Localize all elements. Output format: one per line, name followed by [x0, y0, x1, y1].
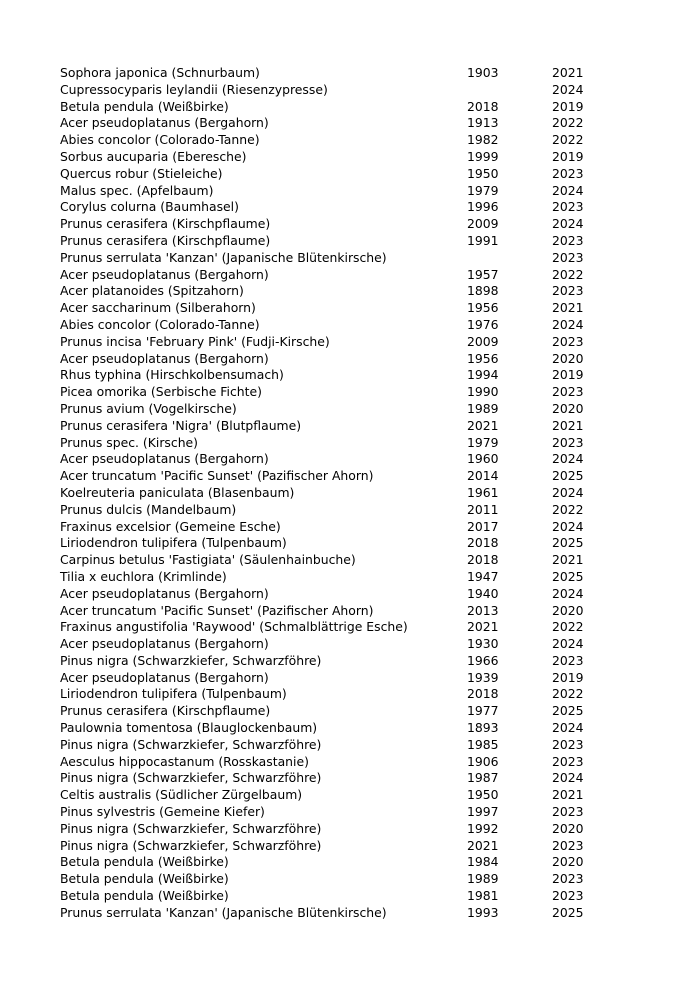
planted-year-cell: 1979	[467, 434, 499, 450]
planted-year-cell: 1992	[467, 820, 499, 836]
tree-name-cell: Acer pseudoplatanus (Bergahorn)	[60, 451, 269, 467]
tree-name-cell: Acer pseudoplatanus (Bergahorn)	[60, 266, 269, 282]
tree-name-cell: Acer pseudoplatanus (Bergahorn)	[60, 585, 269, 601]
planted-year-cell: 1940	[467, 585, 499, 601]
table-row	[60, 132, 600, 149]
planted-year-cell: 1961	[467, 484, 499, 500]
table-row	[60, 451, 600, 468]
table-row	[60, 720, 600, 737]
table-row	[60, 267, 600, 284]
planted-year-cell: 1947	[467, 568, 499, 584]
tree-name-cell: Betula pendula (Weißbirke)	[60, 888, 229, 904]
table-row	[60, 770, 600, 787]
tree-name-cell: Acer pseudoplatanus (Bergahorn)	[60, 350, 269, 366]
tree-name-cell: Prunus cerasifera (Kirschpflaume)	[60, 703, 271, 719]
planted-year-cell: 2014	[467, 468, 499, 484]
record-year-cell: 2023	[552, 384, 584, 400]
tree-name-cell: Paulownia tomentosa (Blauglockenbaum)	[60, 720, 318, 736]
table-row	[60, 283, 600, 300]
table-row	[60, 384, 600, 401]
table-row	[60, 99, 600, 116]
planted-year-cell: 2018	[467, 552, 499, 568]
tree-name-cell: Acer truncatum 'Pacific Sunset' (Pazifischer Ahorn)	[60, 602, 374, 618]
planted-year-cell: 1996	[467, 199, 499, 215]
record-year-cell: 2022	[552, 501, 584, 517]
planted-year-cell: 1982	[467, 132, 499, 148]
table-row	[60, 737, 600, 754]
record-year-cell: 2023	[552, 232, 584, 248]
record-year-cell: 2024	[552, 770, 584, 786]
record-year-cell: 2024	[552, 636, 584, 652]
record-year-cell: 2021	[552, 300, 584, 316]
tree-name-cell: Acer truncatum 'Pacific Sunset' (Pazifischer Ahorn)	[60, 468, 374, 484]
planted-year-cell: 2009	[467, 216, 499, 232]
planted-year-cell: 1956	[467, 300, 499, 316]
tree-name-cell: Cupressocyparis leylandii (Riesenzypresse)	[60, 81, 328, 97]
tree-name-cell: Prunus cerasifera (Kirschpflaume)	[60, 232, 271, 248]
record-year-cell: 2023	[552, 333, 584, 349]
record-year-cell: 2019	[552, 367, 584, 383]
record-year-cell: 2023	[552, 804, 584, 820]
tree-list-table	[60, 65, 600, 922]
planted-year-cell: 1950	[467, 787, 499, 803]
planted-year-cell: 1997	[467, 804, 499, 820]
tree-name-cell: Fraxinus angustifolia 'Raywood' (Schmalblättrige Esche)	[60, 619, 408, 635]
table-row	[60, 149, 600, 166]
tree-name-cell: Sophora japonica (Schnurbaum)	[60, 65, 260, 80]
planted-year-cell: 1898	[467, 283, 499, 299]
tree-name-cell: Acer pseudoplatanus (Bergahorn)	[60, 636, 269, 652]
tree-name-cell: Rhus typhina (Hirschkolbensumach)	[60, 367, 284, 383]
tree-list-body	[60, 65, 600, 922]
planted-year-cell: 1991	[467, 232, 499, 248]
record-year-cell: 2025	[552, 904, 584, 920]
record-year-cell: 2023	[552, 199, 584, 215]
planted-year-cell: 1989	[467, 871, 499, 887]
tree-name-cell: Tilia x euchlora (Krimlinde)	[60, 568, 227, 584]
table-row	[60, 636, 600, 653]
planted-year-cell: 1893	[467, 720, 499, 736]
planted-year-cell	[467, 82, 552, 99]
record-year-cell: 2025	[552, 468, 584, 484]
planted-year-cell: 1994	[467, 367, 499, 383]
tree-name-cell: Malus spec. (Apfelbaum)	[60, 182, 214, 198]
tree-name-cell: Prunus serrulata 'Kanzan' (Japanische Blütenkirsche)	[60, 249, 387, 265]
record-year-cell: 2020	[552, 400, 584, 416]
table-row	[60, 754, 600, 771]
tree-name-cell: Pinus sylvestris (Gemeine Kiefer)	[60, 804, 265, 820]
table-row	[60, 619, 600, 636]
tree-name-cell: Acer pseudoplatanus (Bergahorn)	[60, 115, 269, 131]
record-year-cell: 2019	[552, 98, 584, 114]
record-year-cell: 2024	[552, 451, 584, 467]
planted-year-cell: 2018	[467, 686, 499, 702]
record-year-cell: 2021	[552, 552, 584, 568]
table-row	[60, 603, 600, 620]
planted-year-cell: 1987	[467, 770, 499, 786]
record-year-cell: 2023	[552, 434, 584, 450]
planted-year-cell: 2021	[467, 837, 499, 853]
tree-name-cell: Celtis australis (Südlicher Zürgelbaum)	[60, 787, 303, 803]
planted-year-cell: 1985	[467, 736, 499, 752]
record-year-cell: 2020	[552, 602, 584, 618]
tree-name-cell: Abies concolor (Colorado-Tanne)	[60, 132, 260, 148]
planted-year-cell: 1993	[467, 904, 499, 920]
table-row	[60, 686, 600, 703]
record-year-cell: 2023	[552, 736, 584, 752]
planted-year-cell: 1984	[467, 854, 499, 870]
record-year-cell: 2021	[552, 417, 584, 433]
planted-year-cell: 2021	[467, 619, 499, 635]
record-year-cell: 2023	[552, 165, 584, 181]
record-year-cell: 2023	[552, 753, 584, 769]
table-row	[60, 82, 600, 99]
table-row	[60, 821, 600, 838]
planted-year-cell: 2017	[467, 518, 499, 534]
record-year-cell: 2024	[552, 81, 584, 97]
planted-year-cell: 1906	[467, 753, 499, 769]
tree-name-cell: Carpinus betulus 'Fastigiata' (Säulenhainbuche)	[60, 552, 356, 568]
tree-name-cell: Pinus nigra (Schwarzkiefer, Schwarzföhre)	[60, 770, 322, 786]
record-year-cell: 2019	[552, 669, 584, 685]
table-row	[60, 250, 600, 267]
planted-year-cell: 1939	[467, 669, 499, 685]
tree-name-cell: Prunus serrulata 'Kanzan' (Japanische Blütenkirsche)	[60, 904, 387, 920]
planted-year-cell: 1913	[467, 115, 499, 131]
tree-name-cell: Pinus nigra (Schwarzkiefer, Schwarzföhre)	[60, 820, 322, 836]
planted-year-cell: 2009	[467, 333, 499, 349]
table-row	[60, 401, 600, 418]
table-row	[60, 485, 600, 502]
planted-year-cell: 2013	[467, 602, 499, 618]
planted-year-cell: 1977	[467, 703, 499, 719]
tree-name-cell: Prunus avium (Vogelkirsche)	[60, 400, 237, 416]
table-row	[60, 854, 600, 871]
table-row	[60, 535, 600, 552]
planted-year-cell: 1999	[467, 148, 499, 164]
table-row	[60, 468, 600, 485]
planted-year-cell: 1957	[467, 266, 499, 282]
planted-year-cell: 1981	[467, 888, 499, 904]
tree-name-cell: Acer saccharinum (Silberahorn)	[60, 300, 256, 316]
table-row	[60, 351, 600, 368]
tree-name-cell: Pinus nigra (Schwarzkiefer, Schwarzföhre)	[60, 837, 322, 853]
record-year-cell: 2025	[552, 535, 584, 551]
tree-name-cell: Betula pendula (Weißbirke)	[60, 98, 229, 114]
tree-name-cell: Betula pendula (Weißbirke)	[60, 854, 229, 870]
record-year-cell: 2023	[552, 652, 584, 668]
table-row	[60, 703, 600, 720]
tree-name-cell: Acer platanoides (Spitzahorn)	[60, 283, 244, 299]
record-year-cell: 2022	[552, 115, 584, 131]
table-row	[60, 569, 600, 586]
table-row	[60, 888, 600, 905]
table-row	[60, 787, 600, 804]
tree-name-cell: Prunus dulcis (Mandelbaum)	[60, 501, 237, 517]
tree-name-cell: Prunus cerasifera 'Nigra' (Blutpflaume)	[60, 417, 302, 433]
table-row	[60, 905, 600, 922]
table-row	[60, 199, 600, 216]
tree-name-cell: Prunus cerasifera (Kirschpflaume)	[60, 216, 271, 232]
planted-year-cell: 2011	[467, 501, 499, 517]
tree-name-cell: Koelreuteria paniculata (Blasenbaum)	[60, 484, 295, 500]
table-row	[60, 838, 600, 855]
record-year-cell: 2021	[552, 65, 584, 80]
table-row	[60, 552, 600, 569]
table-row	[60, 115, 600, 132]
record-year-cell: 2020	[552, 820, 584, 836]
record-year-cell: 2024	[552, 316, 584, 332]
table-row	[60, 502, 600, 519]
tree-name-cell: Fraxinus excelsior (Gemeine Esche)	[60, 518, 281, 534]
tree-name-cell: Sorbus aucuparia (Eberesche)	[60, 148, 247, 164]
tree-name-cell: Liriodendron tulipifera (Tulpenbaum)	[60, 535, 287, 551]
tree-name-cell: Picea omorika (Serbische Fichte)	[60, 384, 262, 400]
table-row	[60, 65, 600, 82]
record-year-cell: 2024	[552, 484, 584, 500]
table-row	[60, 653, 600, 670]
planted-year-cell: 1979	[467, 182, 499, 198]
record-year-cell: 2023	[552, 871, 584, 887]
planted-year-cell: 2021	[467, 417, 499, 433]
planted-year-cell: 1903	[467, 65, 499, 80]
record-year-cell: 2024	[552, 585, 584, 601]
planted-year-cell: 1960	[467, 451, 499, 467]
table-row	[60, 166, 600, 183]
table-row	[60, 871, 600, 888]
table-row	[60, 183, 600, 200]
table-row	[60, 300, 600, 317]
table-row	[60, 670, 600, 687]
record-year-cell: 2022	[552, 619, 584, 635]
tree-name-cell: Liriodendron tulipifera (Tulpenbaum)	[60, 686, 287, 702]
record-year-cell: 2019	[552, 148, 584, 164]
planted-year-cell: 1989	[467, 400, 499, 416]
table-row	[60, 586, 600, 603]
table-row	[60, 367, 600, 384]
tree-name-cell: Abies concolor (Colorado-Tanne)	[60, 316, 260, 332]
record-year-cell: 2021	[552, 787, 584, 803]
table-row	[60, 233, 600, 250]
record-year-cell: 2023	[552, 249, 584, 265]
record-year-cell: 2024	[552, 216, 584, 232]
planted-year-cell: 1956	[467, 350, 499, 366]
table-row	[60, 334, 600, 351]
record-year-cell: 2023	[552, 837, 584, 853]
tree-name-cell: Acer pseudoplatanus (Bergahorn)	[60, 669, 269, 685]
table-row	[60, 519, 600, 536]
tree-name-cell: Prunus incisa 'February Pink' (Fudji-Kirsche)	[60, 333, 330, 349]
record-year-cell: 2024	[552, 182, 584, 198]
record-year-cell: 2023	[552, 283, 584, 299]
table-row	[60, 418, 600, 435]
planted-year-cell: 1930	[467, 636, 499, 652]
record-year-cell: 2020	[552, 350, 584, 366]
record-year-cell: 2022	[552, 132, 584, 148]
table-row	[60, 435, 600, 452]
tree-name-cell: Pinus nigra (Schwarzkiefer, Schwarzföhre)	[60, 736, 322, 752]
planted-year-cell: 1990	[467, 384, 499, 400]
record-year-cell: 2020	[552, 854, 584, 870]
record-year-cell: 2024	[552, 518, 584, 534]
planted-year-cell: 1950	[467, 165, 499, 181]
tree-name-cell: Corylus colurna (Baumhasel)	[60, 199, 239, 215]
record-year-cell: 2023	[552, 888, 584, 904]
planted-year-cell: 1966	[467, 652, 499, 668]
planted-year-cell: 2018	[467, 98, 499, 114]
planted-year-cell: 2018	[467, 535, 499, 551]
planted-year-cell	[467, 250, 552, 267]
record-year-cell: 2022	[552, 266, 584, 282]
tree-name-cell: Pinus nigra (Schwarzkiefer, Schwarzföhre)	[60, 652, 322, 668]
tree-name-cell: Aesculus hippocastanum (Rosskastanie)	[60, 753, 309, 769]
table-row	[60, 804, 600, 821]
table-row	[60, 317, 600, 334]
planted-year-cell: 1976	[467, 316, 499, 332]
tree-name-cell: Quercus robur (Stieleiche)	[60, 165, 223, 181]
record-year-cell: 2022	[552, 686, 584, 702]
record-year-cell: 2025	[552, 568, 584, 584]
tree-name-cell: Prunus spec. (Kirsche)	[60, 434, 199, 450]
table-row	[60, 216, 600, 233]
record-year-cell: 2024	[552, 720, 584, 736]
record-year-cell: 2025	[552, 703, 584, 719]
tree-name-cell: Betula pendula (Weißbirke)	[60, 871, 229, 887]
